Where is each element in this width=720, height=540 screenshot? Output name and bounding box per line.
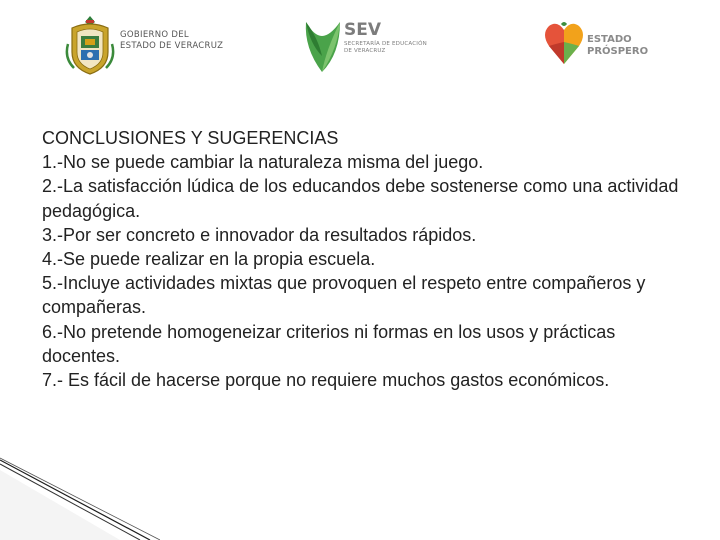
veracruz-coat-of-arms-icon — [64, 14, 116, 76]
conclusion-item-7: 7.- Es fácil de hacerse porque no requiere muchos gastos económicos. — [42, 370, 610, 391]
conclusion-item-1: 1.-No se puede cambiar la naturaleza misma del juego. — [42, 152, 484, 173]
conclusion-item-3: 3.-Por ser concreto e innovador da resultados rápidos. — [42, 224, 477, 245]
conclusion-item-2: 2.-La satisfacción lúdica de los educandos debe sostenerse como una actividad pedagógica. — [42, 176, 679, 221]
document-body — [42, 126, 682, 392]
sev-title: SEV — [344, 20, 382, 40]
veracruz-logo-text — [120, 30, 223, 52]
prospero-logo-line2: PRÓSPERO — [587, 46, 649, 57]
prospero-logo-line1: ESTADO — [587, 34, 632, 45]
logo-bar — [0, 0, 720, 100]
veracruz-logo-line1: GOBIERNO DEL — [120, 30, 189, 40]
document-title: CONCLUSIONES Y SUGERENCIAS — [42, 128, 339, 148]
veracruz-government-logo — [64, 14, 224, 76]
prospero-logo-text — [587, 34, 648, 58]
corner-swoosh-decoration — [0, 440, 160, 540]
sev-subtitle — [344, 41, 427, 55]
sev-subtitle-line1: SECRETARÍA DE EDUCACIÓN — [344, 41, 427, 47]
estado-prospero-logo — [543, 14, 663, 76]
sev-leaf-icon — [300, 14, 344, 76]
conclusion-item-4: 4.-Se puede realizar en la propia escuela. — [42, 249, 376, 270]
veracruz-logo-line2: ESTADO DE VERACRUZ — [120, 41, 224, 51]
conclusion-item-6: 6.-No pretende homogeneizar criterios ni formas en los usos y prácticas docentes. — [42, 321, 616, 366]
prospero-heart-icon — [543, 20, 585, 72]
conclusion-item-5: 5.-Incluye actividades mixtas que provoquen el respeto entre compañeros y compañeras. — [42, 273, 646, 318]
sev-subtitle-line2: DE VERACRUZ — [344, 48, 386, 54]
sev-logo — [300, 14, 450, 76]
